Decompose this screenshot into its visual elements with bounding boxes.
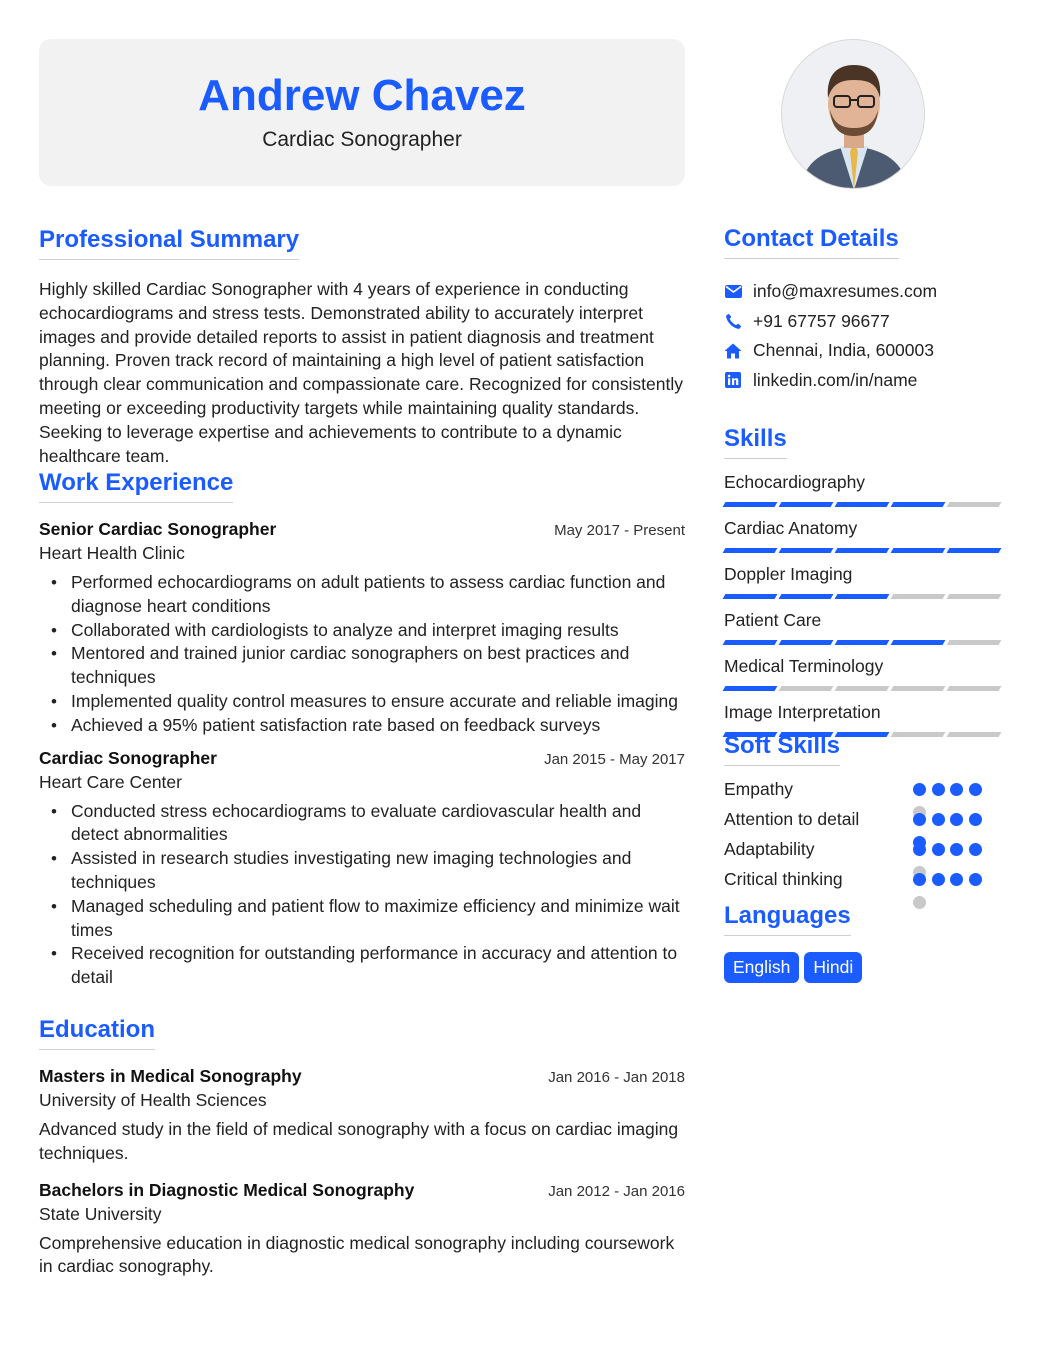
rating-dot [969,783,982,796]
rating-dot [932,873,945,886]
languages-list [724,952,1000,983]
skill-level-segment [947,502,1002,507]
skill-level-segment [947,548,1002,553]
job-bullet: • Collaborated with cardiologists to analyze and interpret imaging results [39,619,685,643]
skill-name: Echocardiography [724,472,866,492]
envelope-icon [724,283,742,301]
soft-skill-item [724,778,1000,808]
education-dates: Jan 2016 - Jan 2018 [548,1069,685,1086]
work-section [39,468,685,990]
linkedin-icon [724,371,742,389]
job-title: Cardiac Sonographer [39,747,217,768]
rating-dot [950,843,963,856]
job-entry [39,746,685,990]
languages-heading: Languages [724,901,851,936]
skill-level-segment [891,548,946,553]
resume-header [39,39,685,186]
skill-level-segment [891,640,946,645]
skill-level-bar [724,594,1000,599]
person-portrait-icon [782,40,925,189]
skill-level-bar [724,686,1000,691]
school-name: State University [39,1203,162,1224]
job-bullets [39,571,685,738]
skill-item [724,517,1000,553]
contact-section [724,224,1000,395]
skill-level-segment [835,548,890,553]
skill-level-segment [891,502,946,507]
skill-item [724,471,1000,507]
degree-title: Masters in Medical Sonography [39,1066,302,1086]
skills-section [724,424,1000,737]
education-dates: Jan 2012 - Jan 2016 [548,1182,685,1200]
rating-dot [969,873,982,886]
skill-item [724,655,1000,691]
profile-photo [781,39,925,189]
education-description: Comprehensive education in diagnostic medical sonography including coursework in cardiac sonography. [39,1232,675,1277]
rating-dot [913,783,926,796]
rating-dot [969,813,982,826]
skill-level-segment [723,640,778,645]
skill-level-segment [779,548,834,553]
education-entry [39,1064,685,1166]
linkedin-text[interactable]: linkedin.com/in/name [753,369,918,390]
job-bullet: • Assisted in research studies investigating new imaging technologies and techniques [39,847,685,895]
education-section [39,1015,685,1279]
skills-heading: Skills [724,424,787,459]
job-organization: Heart Care Center [39,771,182,792]
soft-skills-section [724,731,1000,898]
rating-dot [913,873,926,886]
skill-level-segment [891,686,946,691]
job-entry [39,517,685,738]
contact-heading: Contact Details [724,224,899,259]
skill-name: Medical Terminology [724,656,884,676]
education-description: Advanced study in the field of medical sonography with a focus on cardiac imaging techniques. [39,1119,679,1163]
rating-dot [950,873,963,886]
skill-level-segment [835,502,890,507]
job-bullet: • Performed echocardiograms on adult patients to assess cardiac function and diagnose heart conditions [39,571,685,619]
skill-level-segment [779,502,834,507]
skill-name: Image Interpretation [724,702,881,722]
skill-level-bar [724,640,1000,645]
summary-heading: Professional Summary [39,225,299,260]
rating-dot [913,813,926,826]
job-bullet: • Mentored and trained junior cardiac sonographers on best practices and techniques [39,642,685,690]
job-bullet: • Received recognition for outstanding performance in accuracy and attention to detail [39,942,685,990]
skill-level-segment [779,594,834,599]
skill-level-segment [835,640,890,645]
skill-name: Cardiac Anatomy [724,518,858,538]
school-name: University of Health Sciences [39,1090,267,1110]
home-icon [724,342,742,360]
rating-dot [950,783,963,796]
location-text: Chennai, India, 600003 [753,340,934,361]
rating-dot [932,843,945,856]
summary-text: Highly skilled Cardiac Sonographer with 4 years of experience in conducting echocardiograms and stress tests. Demonstrated ability to accurately interpret images and provide detailed reports to assist in patient diagnosis and treatment planning. Proven track record of maintaining a high level of patient satisfaction through clear communication and compassionate care. Recognized for consistently meeting or exceeding productivity targets while maintaining quality standards. Seeking to leverage expertise and achievements to contribute to a dynamic healthcare team. [39,279,683,466]
skill-level-segment [947,594,1002,599]
soft-skill-item [724,838,1000,868]
education-heading: Education [39,1015,155,1050]
skill-level-segment [947,640,1002,645]
candidate-title: Cardiac Sonographer [262,128,462,151]
contact-phone [724,307,1000,337]
skill-item [724,609,1000,645]
contact-location [724,336,1000,366]
skill-level-segment [723,686,778,691]
job-organization: Heart Health Clinic [39,543,185,563]
job-bullet: • Conducted stress echocardiograms to evaluate cardiovascular health and detect abnormalities [39,800,685,848]
soft-skill-name: Attention to detail [724,809,860,829]
language-badge: English [724,952,799,983]
skill-item [724,563,1000,599]
job-dates: May 2017 - Present [554,522,685,539]
skill-name: Patient Care [724,610,822,630]
summary-section [39,225,685,468]
soft-skill-name: Adaptability [724,839,815,859]
degree-title: Bachelors in Diagnostic Medical Sonography [39,1179,415,1200]
job-title: Senior Cardiac Sonographer [39,519,277,539]
rating-dot [932,813,945,826]
job-bullet: • Implemented quality control measures to ensure accurate and reliable imaging [39,690,685,714]
skill-level-segment [835,686,890,691]
soft-skill-item [724,808,1000,838]
work-heading: Work Experience [39,468,233,503]
skill-level-segment [947,686,1002,691]
rating-dot [969,843,982,856]
phone-icon [724,312,742,330]
soft-skill-item [724,868,1000,898]
soft-skills-list [724,778,1000,898]
rating-dot [950,813,963,826]
skill-level-segment [723,594,778,599]
soft-skill-name: Critical thinking [724,869,843,889]
contact-linkedin [724,366,1000,396]
skill-level-segment [723,548,778,553]
education-entry [39,1178,685,1280]
rating-dot [932,783,945,796]
rating-dot [913,843,926,856]
soft-skill-name: Empathy [724,779,794,799]
skill-level-segment [723,502,778,507]
job-bullets [39,800,685,990]
email-text[interactable]: info@maxresumes.com [753,281,938,302]
languages-section [724,901,1000,983]
skill-level-bar [724,548,1000,553]
phone-text[interactable]: +91 67757 96677 [753,310,890,331]
candidate-name: Andrew Chavez [198,71,526,120]
skill-level-segment [891,594,946,599]
skill-level-segment [779,686,834,691]
contact-email [724,277,1000,307]
soft-skills-heading: Soft Skills [724,731,840,766]
skills-list [724,471,1000,737]
job-bullet: • Managed scheduling and patient flow to maximize efficiency and minimize wait times [39,895,685,943]
job-dates: Jan 2015 - May 2017 [544,750,685,768]
job-bullet: • Achieved a 95% patient satisfaction rate based on feedback surveys [39,714,685,738]
skill-name: Doppler Imaging [724,564,853,584]
main-column [39,39,685,1277]
skill-level-segment [835,594,890,599]
skill-level-segment [779,640,834,645]
language-badge: Hindi [804,952,862,983]
skill-level-bar [724,502,1000,507]
